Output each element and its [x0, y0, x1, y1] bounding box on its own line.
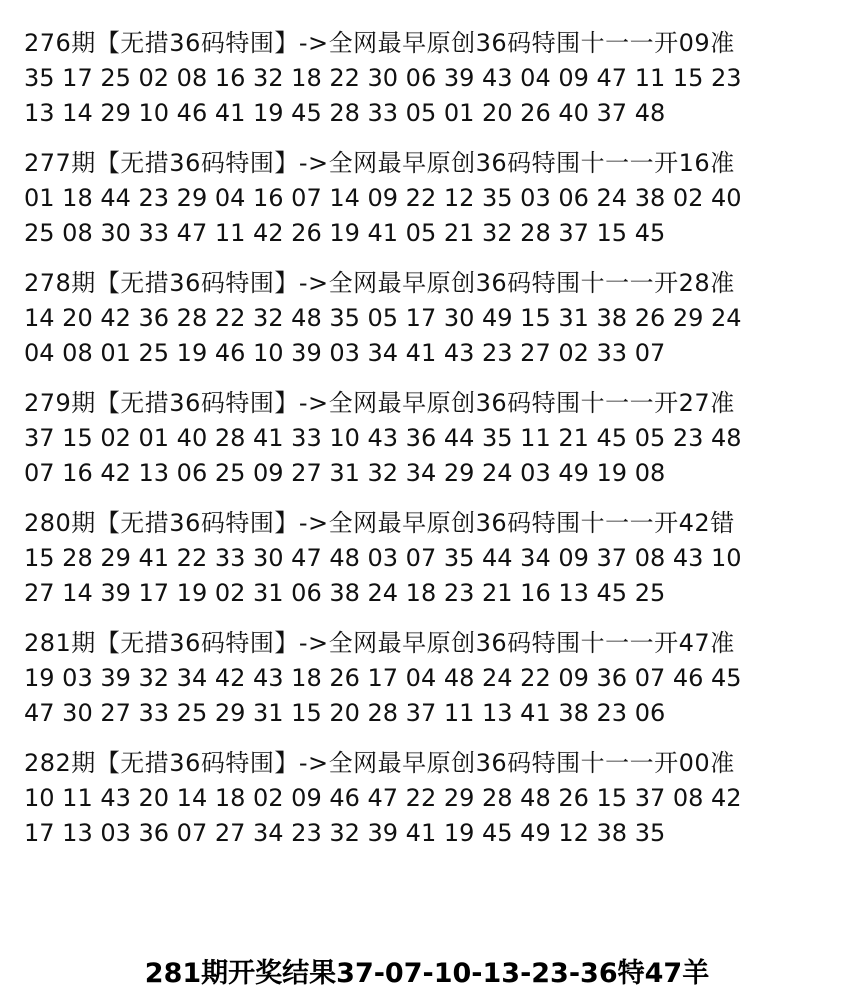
number-row: 25 08 30 33 47 11 42 26 19 41 05 21 32 28 37 15 45	[24, 219, 666, 247]
block-title: 278期【无措36码特围】->全网最早原创36码特围十一一开28准	[24, 269, 735, 297]
prediction-block-278	[24, 266, 834, 371]
prediction-block-279	[24, 386, 834, 491]
block-title: 282期【无措36码特围】->全网最早原创36码特围十一一开00准	[24, 749, 735, 777]
number-row: 35 17 25 02 08 16 32 18 22 30 06 39 43 04 09 47 11 15 23	[24, 64, 742, 92]
number-row: 47 30 27 33 25 29 31 15 20 28 37 11 13 41 38 23 06	[24, 699, 666, 727]
number-row: 19 03 39 32 34 42 43 18 26 17 04 48 24 22 09 36 07 46 45	[24, 664, 742, 692]
number-row: 01 18 44 23 29 04 16 07 14 09 22 12 35 03 06 24 38 02 40	[24, 184, 742, 212]
prediction-block-277	[24, 146, 834, 251]
number-row: 13 14 29 10 46 41 19 45 28 33 05 01 20 26 40 37 48	[24, 99, 666, 127]
prediction-block-280	[24, 506, 834, 611]
prediction-block-276	[24, 26, 834, 131]
block-title: 280期【无措36码特围】->全网最早原创36码特围十一一开42错	[24, 509, 735, 537]
number-row: 27 14 39 17 19 02 31 06 38 24 18 23 21 16 13 45 25	[24, 579, 666, 607]
block-title: 277期【无措36码特围】->全网最早原创36码特围十一一开16准	[24, 149, 735, 177]
number-row: 15 28 29 41 22 33 30 47 48 03 07 35 44 34 09 37 08 43 10	[24, 544, 742, 572]
number-row: 14 20 42 36 28 22 32 48 35 05 17 30 49 15 31 38 26 29 24	[24, 304, 742, 332]
number-row: 04 08 01 25 19 46 10 39 03 34 41 43 23 27 02 33 07	[24, 339, 666, 367]
prediction-block-282	[24, 746, 834, 851]
number-row: 07 16 42 13 06 25 09 27 31 32 34 29 24 03 49 19 08	[24, 459, 666, 487]
prediction-block-281	[24, 626, 834, 731]
number-row: 17 13 03 36 07 27 34 23 32 39 41 19 45 49 12 38 35	[24, 819, 666, 847]
number-row: 37 15 02 01 40 28 41 33 10 43 36 44 35 11 21 45 05 23 48	[24, 424, 742, 452]
block-title: 276期【无措36码特围】->全网最早原创36码特围十一一开09准	[24, 29, 735, 57]
block-title: 281期【无措36码特围】->全网最早原创36码特围十一一开47准	[24, 629, 735, 657]
number-row: 10 11 43 20 14 18 02 09 46 47 22 29 28 48 26 15 37 08 42	[24, 784, 742, 812]
block-title: 279期【无措36码特围】->全网最早原创36码特围十一一开27准	[24, 389, 735, 417]
draw-result-footer: 281期开奖结果37-07-10-13-23-36特47羊	[144, 958, 710, 989]
prediction-list	[24, 26, 834, 866]
